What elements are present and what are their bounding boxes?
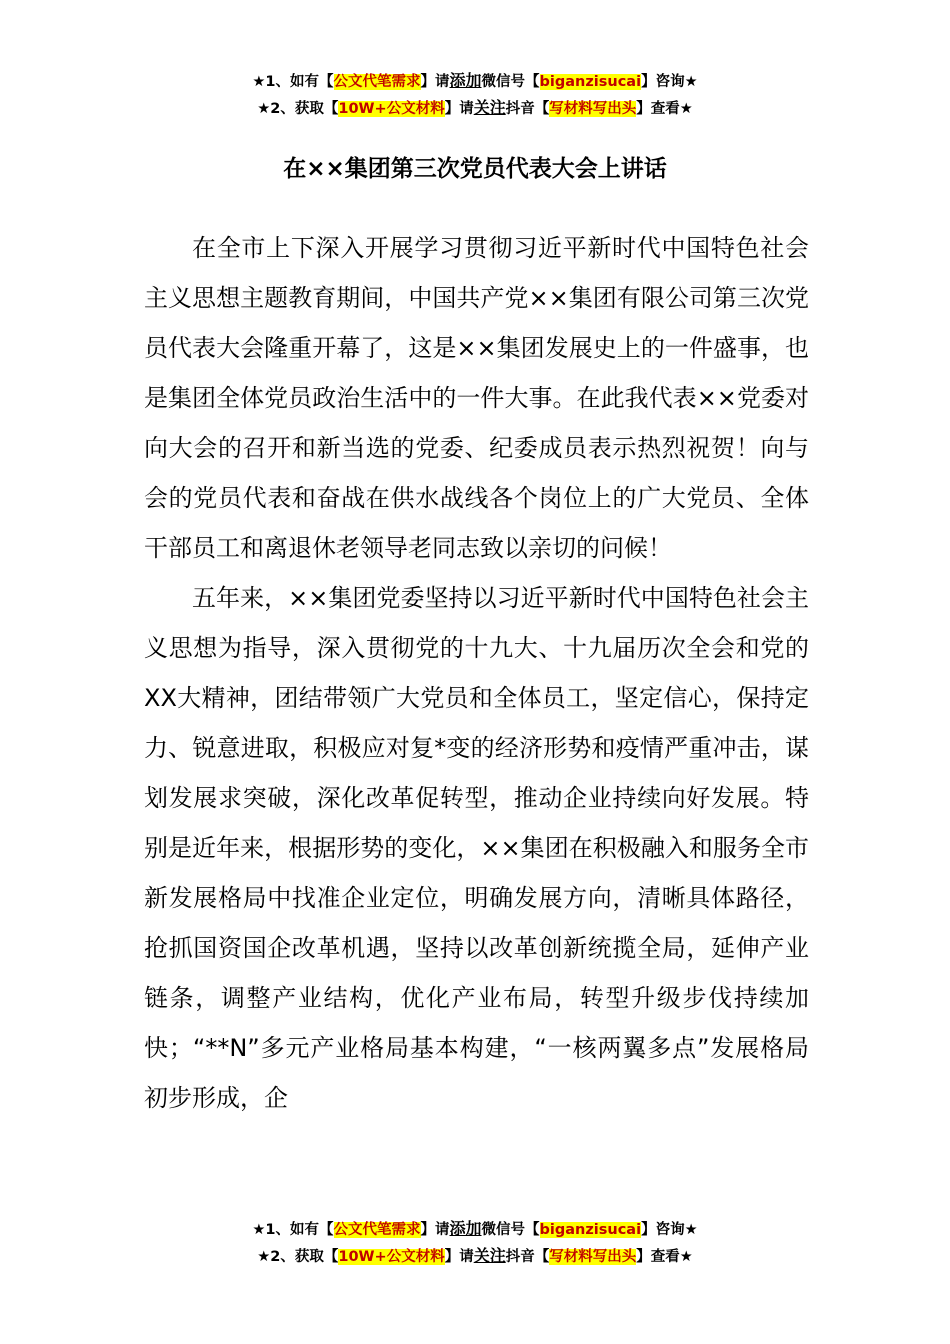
header-promo-banner — [0, 68, 950, 122]
footer-promo-banner — [0, 1216, 950, 1270]
promo-text: ★1、如有【 — [252, 1222, 334, 1238]
promo-underline: 添加 — [449, 1219, 482, 1238]
promo-text: ★2、获取【 — [257, 101, 339, 117]
promo-text: 】请 — [420, 1222, 450, 1238]
promo-underline: 关注 — [473, 1246, 506, 1265]
promo-underline: 添加 — [449, 71, 482, 90]
promo-text: 】咨询★ — [641, 74, 698, 90]
promo-text: 微信号【 — [481, 1222, 540, 1238]
document-body — [144, 223, 809, 1123]
promo-text: 抖音【 — [505, 1249, 550, 1265]
promo-text: 】请 — [420, 74, 450, 90]
promo-highlight: biganzisucai — [539, 1222, 642, 1238]
promo-text: ★2、获取【 — [257, 1249, 339, 1265]
promo-text: ★1、如有【 — [252, 74, 334, 90]
promo-text: 】查看★ — [636, 1249, 693, 1265]
promo-highlight: 写材料写出头 — [549, 1249, 637, 1265]
promo-highlight: 公文代笔需求 — [333, 74, 421, 90]
promo-text: 】咨询★ — [641, 1222, 698, 1238]
promo-text: 微信号【 — [481, 74, 540, 90]
promo-line-2 — [0, 1243, 950, 1270]
promo-text: 抖音【 — [505, 101, 550, 117]
promo-highlight: biganzisucai — [539, 74, 642, 90]
promo-text: 】请 — [444, 1249, 474, 1265]
promo-underline: 关注 — [473, 98, 506, 117]
body-paragraph: 五年来，××集团党委坚持以习近平新时代中国特色社会主义思想为指导，深入贯彻党的十九大、十九届历次全会和党的XX大精神，团结带领广大党员和全体员工，坚定信心，保持定力、锐意进取，积极应对复*变的经济形势和疫情严重冲击，谋划发展求突破，深化改革促转型，推动企业持续向好发展。特别是近年来，根据形势的变化，××集团在积极融入和服务全市新发展格局中找准企业定位，明确发展方向，清晰具体路径，抢抓国资国企改革机遇，坚持以改革创新统揽全局，延伸产业链条，调整产业结构，优化产业布局，转型升级步伐持续加快；“**N”多元产业格局基本构建，“一核两翼多点”发展格局初步形成，企 — [144, 584, 809, 1112]
promo-highlight: 10W+公文材料 — [338, 101, 445, 117]
promo-text: 】请 — [444, 101, 474, 117]
promo-line-2 — [0, 95, 950, 122]
promo-highlight: 写材料写出头 — [549, 101, 637, 117]
promo-line-1 — [0, 1216, 950, 1243]
promo-text: 】查看★ — [636, 101, 693, 117]
promo-highlight: 10W+公文材料 — [338, 1249, 445, 1265]
promo-highlight: 公文代笔需求 — [333, 1222, 421, 1238]
document-title: 在××集团第三次党员代表大会上讲话 — [283, 156, 667, 182]
body-paragraph: 在全市上下深入开展学习贯彻习近平新时代中国特色社会主义思想主题教育期间，中国共产党××集团有限公司第三次党员代表大会隆重开幕了，这是××集团发展史上的一件盛事，也是集团全体党员政治生活中的一件大事。在此我代表××党委对向大会的召开和新当选的党委、纪委成员表示热烈祝贺！向与会的党员代表和奋战在供水战线各个岗位上的广大党员、全体干部员工和离退休老领导老同志致以亲切的问候！ — [144, 234, 809, 562]
promo-line-1 — [0, 68, 950, 95]
